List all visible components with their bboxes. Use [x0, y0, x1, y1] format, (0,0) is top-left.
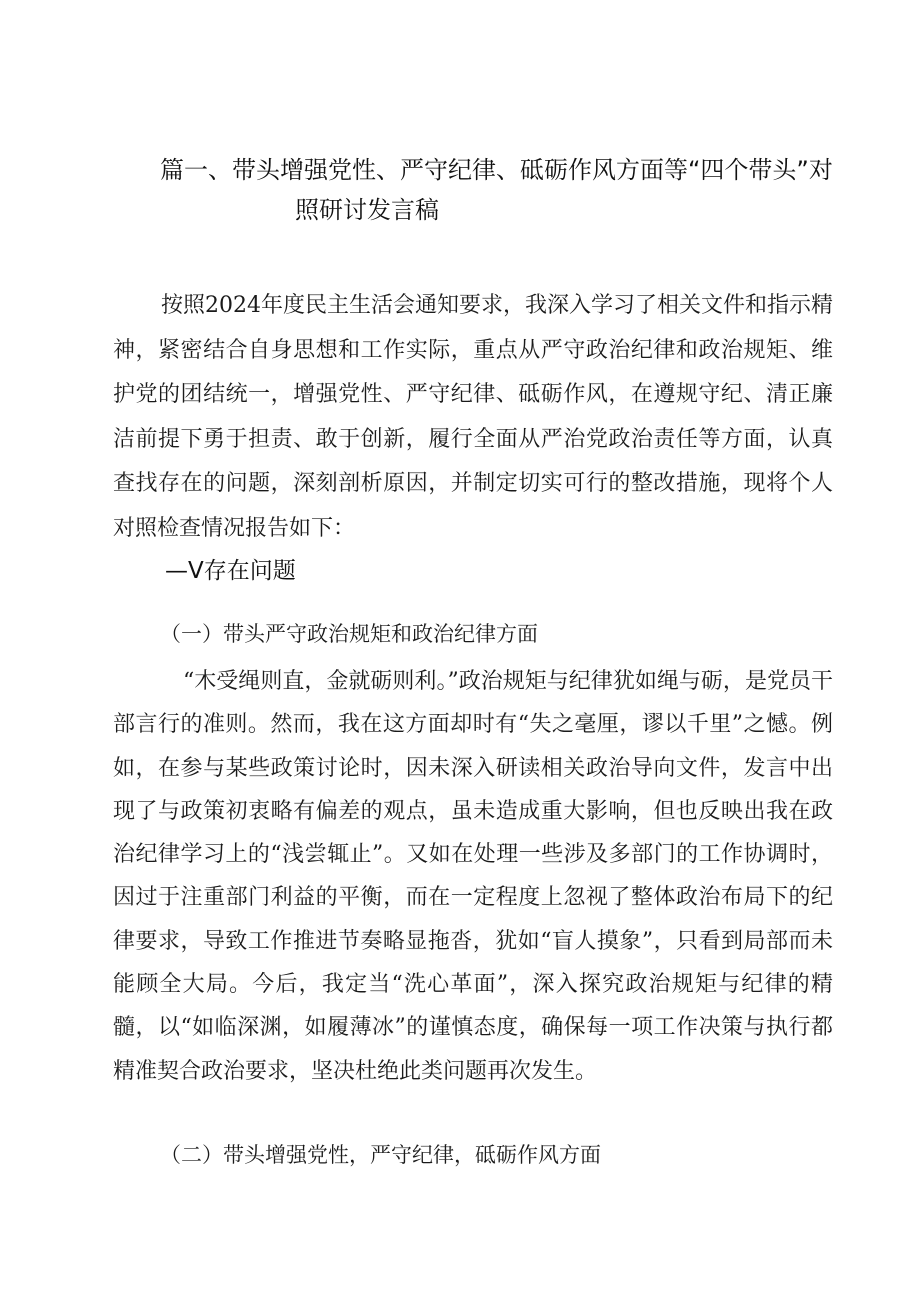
section-heading-problems: —V存在问题	[165, 558, 296, 584]
title-line-1: 篇一、带头增强党性、严守纪律、砥砺作风方面等“四个带头”对	[160, 156, 833, 184]
document-title	[160, 150, 850, 230]
title-line-2: 照研讨发言稿	[295, 196, 439, 224]
subsection-1-paragraph: “木受绳则直，金就砺则利。”政治规矩与纪律犹如绳与砺，是党员干部言行的准则。然而，我在这方面却时有“失之毫厘，谬以千里”之憾。例如，在参与某些政策讨论时，因未深入研读相关政治导向文件，发言中出现了与政策初衷略有偏差的观点，虽未造成重大影响，但也反映出我在政治纪律学习上的“浅尝辄止”。又如在处理一些涉及多部门的工作协调时，因过于注重部门利益的平衡，而在一定程度上忽视了整体政治布局下的纪律要求，导致工作推进节奏略显拖沓，犹如“盲人摸象”，只看到局部而未能顾全大局。今后，我定当“洗心革面”，深入探究政治规矩与纪律的精髓，以“如临深渊，如履薄冰”的谨慎态度，确保每一项工作决策与执行都精准契合政治要求，坚决杜绝此类问题再次发生。	[113, 669, 833, 1084]
intro-paragraph: 按照2024年度民主生活会通知要求，我深入学习了相关文件和指示精神，紧密结合自身思想和工作实际，重点从严守政治纪律和政治规矩、维护党的团结统一，增强党性、严守纪律、砥砺作风，在遵规守纪、清正廉洁前提下勇于担责、敢于创新，履行全面从严治党政治责任等方面，认真查找存在的问题，深刻剖析原因，并制定切实可行的整改措施，现将个人对照检查情况报告如下：	[113, 293, 833, 541]
subsection-2-heading: （二）带头增强党性，严守纪律，砥砺作风方面	[160, 1143, 601, 1167]
subsection-1-heading: （一）带头严守政治规矩和政治纪律方面	[160, 622, 538, 646]
